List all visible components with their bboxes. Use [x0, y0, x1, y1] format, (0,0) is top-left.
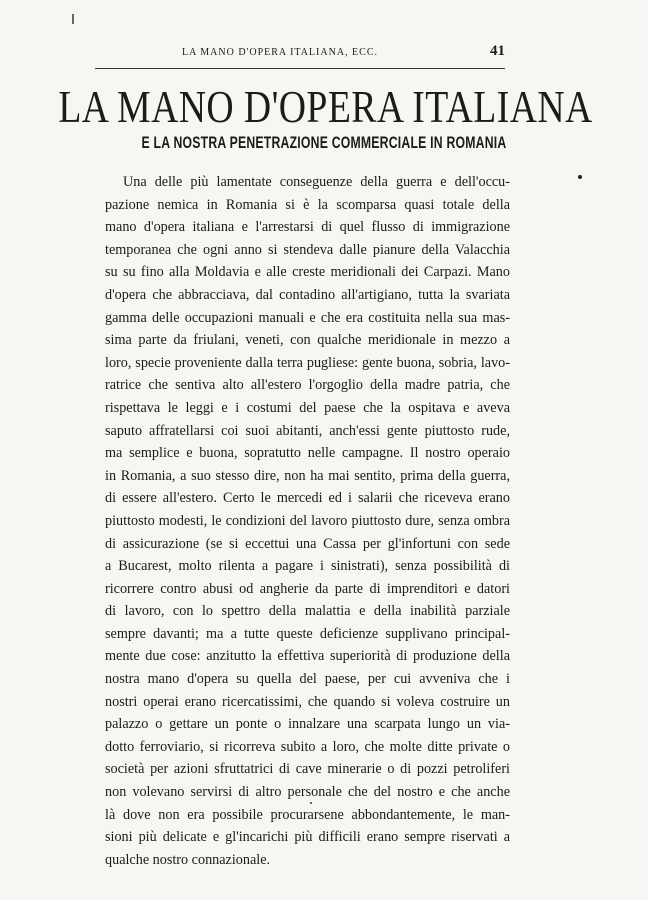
body-line: rispettava le leggi e i costumi del paese che la ospitava e aveva — [105, 399, 510, 416]
body-line: piuttosto modesti, le condizioni del lavoro piuttosto dure, senza ombra — [105, 512, 510, 529]
body-line: Una delle più lamentate conseguenze della guerra e dell'occu- — [123, 174, 510, 190]
body-line: di assicurazione (se si eccettui una Cassa per gl'infortuni con sede — [105, 535, 510, 552]
body-line: sioni più delicate e gl'incarichi più difficili erano sempre riservati a — [105, 829, 510, 846]
ink-mark — [310, 802, 312, 804]
ink-speck — [578, 175, 582, 179]
body-line: nostri operai erano ricercatissimi, che quando si voleva costruire un — [105, 693, 510, 710]
article-body — [105, 171, 510, 871]
page-number: 41 — [490, 43, 505, 59]
body-line: palazzo o gettare un ponte o innalzare una scarpata lungo un via- — [105, 716, 510, 733]
body-line: là dove non era possibile procurarsene abbondantemente, le man- — [105, 806, 510, 823]
body-line: ricorrere contro abusi od angherie da parte di imprenditori e datori — [105, 580, 510, 597]
body-line: d'opera che abbracciava, dal contadino all'artigiano, tutta la svariata — [105, 286, 510, 303]
body-line: mano d'opera italiana e l'arrestarsi di quel flusso di immigrazione — [105, 219, 510, 236]
body-line: di essere all'estero. Certo le mercedi ed i salarii che riceveva erano — [105, 490, 510, 507]
body-line: società per azioni sfruttatrici di cave minerarie o di pozzi petroliferi — [105, 761, 510, 778]
running-head-title: LA MANO D'OPERA ITALIANA, ECC. — [181, 47, 378, 58]
body-line: su su fino alla Moldavia e alle creste meridionali dei Carpazi. Mano — [105, 264, 510, 281]
body-line: in Romania, a suo stesso dire, non ha mai sentito, prima della guerra, — [105, 467, 510, 484]
body-line: gamma delle occupazioni manuali e che era costituita nella sua mas- — [105, 309, 510, 326]
body-line: ratrice che sentiva alto all'estero l'orgoglio della madre patria, che — [105, 377, 510, 394]
article-title: LA MANO D'OPERA ITALIANA — [58, 81, 593, 132]
body-line: qualche nostro connazionale. — [105, 851, 271, 868]
body-line: temporanea che ogni anno si stendeva dalle pianure della Valacchia — [105, 241, 510, 258]
ink-mark — [72, 14, 74, 24]
body-line: dotto ferroviario, si ricorreva subito a loro, che molte ditte private o — [105, 738, 510, 755]
article-subtitle: E LA NOSTRA PENETRAZIONE COMMERCIALE IN ROMANIA — [141, 133, 507, 152]
body-line: ma semplice e buona, sopratutto nelle campagne. Il nostro operaio — [105, 445, 510, 462]
header-rule — [95, 68, 505, 69]
body-line: non volevano servirsi di altro personale che del nostro e che anche — [105, 784, 510, 801]
body-line: pazione nemica in Romania si è la scomparsa quasi totale della — [105, 196, 510, 213]
body-line: a Bucarest, molto rilenta a pagare i sinistrati), senza possibilità di — [105, 558, 510, 575]
running-head — [95, 45, 505, 67]
body-line: mente due cose: anzitutto la effettiva superiorità di produzione della — [105, 648, 510, 665]
body-line: nostra mano d'opera su quella del paese, per cui avveniva che i — [105, 671, 510, 688]
body-line: di lavoro, con lo spettro della malattia e della inabilità parziale — [105, 603, 510, 620]
body-line: sima parte da friulani, veneti, con qualche meridionale in mezzo a — [105, 332, 510, 349]
body-line: sempre davanti; ma a tutte queste deficienze supplivano principal- — [105, 625, 510, 642]
body-line: saputo affratellarsi coi suoi abitanti, anch'essi gente piuttosto rude, — [105, 422, 510, 439]
body-line: loro, specie proveniente dalla terra pugliese: gente buona, sobria, lavo- — [105, 354, 510, 371]
